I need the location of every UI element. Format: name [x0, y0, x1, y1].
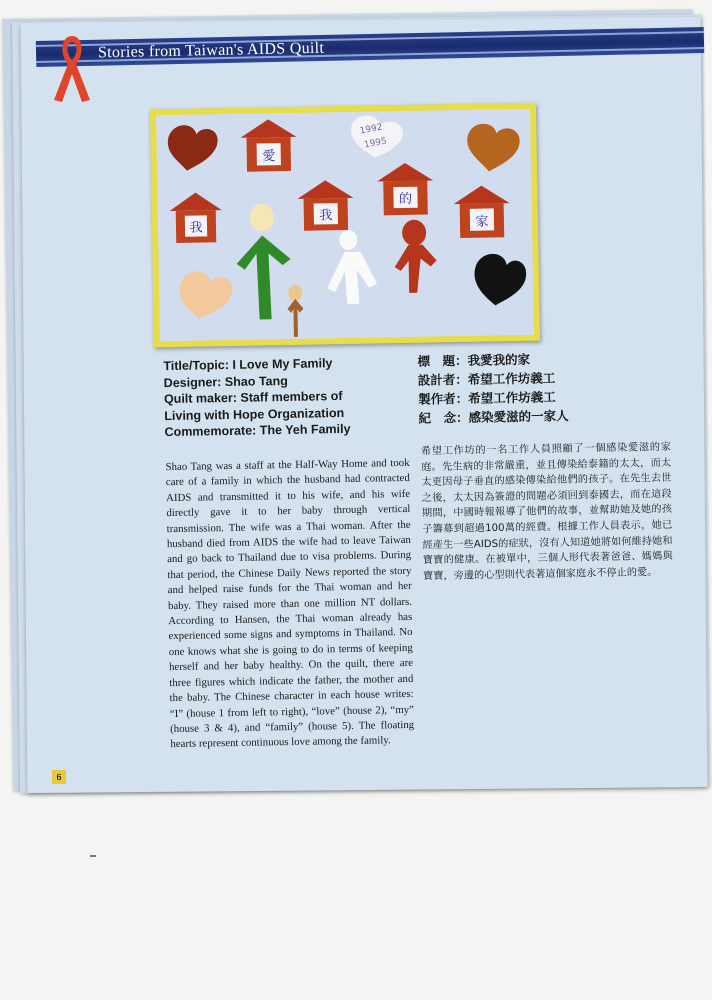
- quilt-info-english: [163, 354, 404, 441]
- designer-line: Designer: Shao Tang: [163, 373, 288, 390]
- heart-date-label: 1995: [363, 136, 388, 151]
- commemorate-line: Commemorate: The Yeh Family: [164, 421, 351, 440]
- quilt-maker-line-zh: 製作者：希望工作坊義工: [418, 389, 556, 407]
- story-text-english: Shao Tang was a staff at the Half-Way Home and took care of a family in which the husband had contracted AIDS and transmitted it to his wife, and his wife directly gave it to her baby through vertical transmission. The wife was a Thai woman. After the husband died from AIDS the wife had to leave Taiwan and go back to Thailand due to visa problems. During that period, the Chinese Daily News reported the story and helped raise funds for the Thai woman and her baby. They raised more than one million NT dollars. According to Hansen, the Thai woman already has experienced some signs and symptoms in Thailand. No one knows what she is going to do in terms of keeping herself and her baby healthy. On the quilt, there are three figures which indicate the father, the mother and the baby. The Chinese character in each house writes: “I” (house 1 from left to right), “love” (house 2), “my” (house 3 & 4), and “family” (house 5). The floating hearts represent continuous love among the family.: [165, 456, 415, 751]
- house-character: 愛: [262, 149, 276, 165]
- page-number: 6: [52, 770, 66, 784]
- commemorate-line-zh: 紀 念：感染愛滋的一家人: [418, 408, 569, 426]
- title-topic-line: Title/Topic: I Love My Family: [163, 356, 333, 374]
- house-character: 家: [475, 214, 489, 230]
- quilt-maker-line: Quilt maker: Staff members of: [163, 388, 343, 407]
- quilt-illustration: [156, 109, 534, 341]
- house-character: 我: [319, 208, 333, 224]
- quilt-maker-line-continued: Living with Hope Organization: [164, 405, 345, 423]
- heart-date-label: 1992: [359, 122, 384, 137]
- house-character: 我: [189, 220, 203, 236]
- house-character: 的: [398, 191, 413, 208]
- designer-line-zh: 設計者：希望工作坊義工: [417, 370, 556, 388]
- red-ribbon-icon: [50, 30, 94, 106]
- story-text-chinese: 希望工作坊的一名工作人員照顧了一個感染愛滋的家庭。先生病的非常嚴重，並且傳染給泰籍的太太，而太太更因母子垂直的感染傳染給他們的孩子。在先生去世之後，太太因為簽證的問題必須回到泰國去，而在這段期間，中國時報報導了他們的故事，並幫助她及她的孩子籌募到超過100萬的經費。根據工作人員表示，她已經產生一些AIDS的症狀，沒有人知道她將如何維持她和寶寶的健康。在被單中，三個人形代表著爸爸、媽媽與寶寶，旁邊的心型則代表著這個家庭永不停止的愛。: [420, 441, 673, 582]
- header-title: Stories from Taiwan's AIDS Quilt: [97, 39, 325, 62]
- scan-mark: [90, 855, 96, 857]
- quilt-photo: [156, 109, 534, 341]
- title-topic-line-zh: 標 題：我愛我的家: [417, 351, 531, 369]
- quilt-info-chinese: [417, 348, 618, 427]
- quilt-photo-frame: [150, 103, 540, 348]
